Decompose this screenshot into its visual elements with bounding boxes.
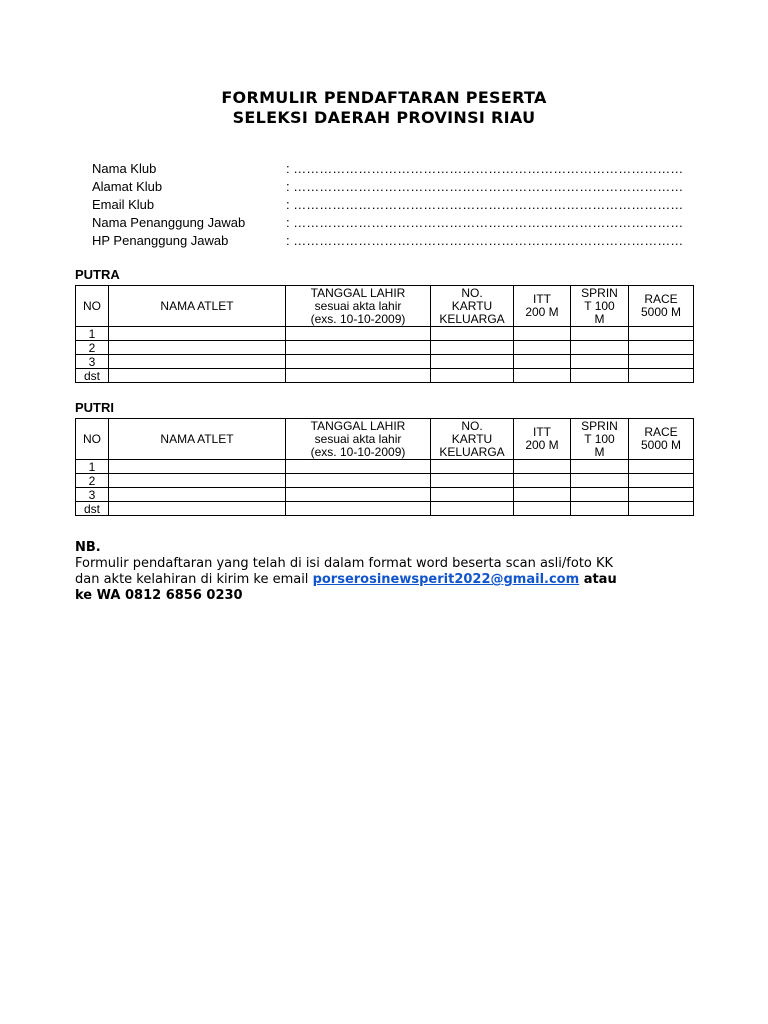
header-text: M xyxy=(594,444,605,459)
cell[interactable] xyxy=(571,474,629,488)
row-number: 3 xyxy=(76,355,109,369)
table-row xyxy=(76,369,694,383)
cell[interactable] xyxy=(514,327,571,341)
section-label-putri: PUTRI xyxy=(75,400,114,415)
cell[interactable] xyxy=(109,488,286,502)
header-text: 200 M xyxy=(525,438,559,452)
cell[interactable] xyxy=(514,474,571,488)
cell[interactable] xyxy=(629,460,694,474)
row-number: 1 xyxy=(76,327,109,341)
table-row xyxy=(76,341,694,355)
table-putra xyxy=(75,285,694,383)
table-row xyxy=(76,327,694,341)
cell[interactable] xyxy=(514,460,571,474)
cell[interactable] xyxy=(109,460,286,474)
cell[interactable] xyxy=(571,341,629,355)
cell[interactable] xyxy=(571,488,629,502)
field-value[interactable]: : ……………………………………………………………………………… xyxy=(286,161,684,176)
header-text: KELUARGA xyxy=(439,444,505,459)
table-header-row xyxy=(76,419,694,460)
cell[interactable] xyxy=(571,369,629,383)
field-value[interactable]: : ……………………………………………………………………………… xyxy=(286,179,684,194)
header-text: NO. xyxy=(461,418,483,433)
cell[interactable] xyxy=(109,474,286,488)
row-number: 3 xyxy=(76,488,109,502)
table-header-row xyxy=(76,286,694,327)
header-text: KARTU xyxy=(451,431,493,446)
table-row xyxy=(76,502,694,516)
cell[interactable] xyxy=(629,488,694,502)
header-text: KARTU xyxy=(451,298,493,313)
header-text: TANGGAL LAHIR xyxy=(310,418,406,433)
nb-heading: NB. xyxy=(75,540,101,555)
cell[interactable] xyxy=(109,341,286,355)
cell[interactable] xyxy=(514,369,571,383)
cell[interactable] xyxy=(431,341,514,355)
cell[interactable] xyxy=(109,502,286,516)
cell[interactable] xyxy=(514,355,571,369)
cell[interactable] xyxy=(431,474,514,488)
nb-text-atau: atau xyxy=(579,572,617,587)
cell[interactable] xyxy=(571,355,629,369)
email-link[interactable]: porserosinewsperit2022@gmail.com xyxy=(312,572,580,587)
table-row xyxy=(76,355,694,369)
cell[interactable] xyxy=(571,502,629,516)
field-value[interactable]: : ……………………………………………………………………………… xyxy=(286,215,684,230)
cell[interactable] xyxy=(431,488,514,502)
header-text: sesuai akta lahir xyxy=(314,431,402,446)
header-text: SPRIN xyxy=(581,285,618,300)
cell[interactable] xyxy=(629,474,694,488)
header-sprint xyxy=(571,286,629,327)
header-kartu-keluarga xyxy=(431,286,514,327)
header-text: (exs. 10-10-2009) xyxy=(310,311,406,326)
field-label: Alamat Klub xyxy=(92,179,163,194)
header-text: TANGGAL LAHIR xyxy=(310,285,406,300)
cell[interactable] xyxy=(109,369,286,383)
field-label: Email Klub xyxy=(92,197,155,212)
cell[interactable] xyxy=(286,460,431,474)
cell[interactable] xyxy=(629,341,694,355)
header-itt xyxy=(514,286,571,327)
cell[interactable] xyxy=(514,502,571,516)
cell[interactable] xyxy=(286,341,431,355)
header-itt xyxy=(514,419,571,460)
nb-text-line1: Formulir pendaftaran yang telah di isi dalam format word beserta scan asli/foto KK xyxy=(75,556,614,571)
cell[interactable] xyxy=(286,474,431,488)
cell[interactable] xyxy=(629,355,694,369)
cell[interactable] xyxy=(109,327,286,341)
header-text: NO. xyxy=(461,285,483,300)
nb-text-line3: ke WA 0812 6856 0230 xyxy=(75,588,243,603)
nb-text-line2 xyxy=(75,572,715,588)
header-race xyxy=(629,419,694,460)
cell[interactable] xyxy=(431,355,514,369)
header-no: NO xyxy=(76,419,109,460)
field-label: HP Penanggung Jawab xyxy=(92,233,229,248)
row-number: 2 xyxy=(76,341,109,355)
row-number: dst xyxy=(76,369,109,383)
header-text: SPRIN xyxy=(581,418,618,433)
cell[interactable] xyxy=(431,502,514,516)
cell[interactable] xyxy=(629,369,694,383)
header-text: 5000 M xyxy=(640,438,682,452)
cell[interactable] xyxy=(514,488,571,502)
header-tanggal-lahir xyxy=(286,419,431,460)
table-row xyxy=(76,488,694,502)
header-sprint xyxy=(571,419,629,460)
nb-text: dan akte kelahiran di kirim ke email xyxy=(75,572,313,587)
header-text: 200 M xyxy=(525,305,559,319)
table-putri xyxy=(75,418,694,516)
header-text: M xyxy=(594,311,605,326)
nb-note xyxy=(75,540,715,604)
form-title-line2: SELEKSI DAERAH PROVINSI RIAU xyxy=(232,108,536,127)
field-value[interactable]: : ……………………………………………………………………………… xyxy=(286,197,684,212)
cell[interactable] xyxy=(286,369,431,383)
header-text: ITT xyxy=(533,292,551,306)
cell[interactable] xyxy=(431,460,514,474)
cell[interactable] xyxy=(286,488,431,502)
form-title-line1: FORMULIR PENDAFTARAN PESERTA xyxy=(221,88,547,107)
table-row xyxy=(76,474,694,488)
header-race xyxy=(629,286,694,327)
header-text: sesuai akta lahir xyxy=(314,298,402,313)
cell[interactable] xyxy=(571,460,629,474)
field-value[interactable]: : ……………………………………………………………………………… xyxy=(286,233,684,248)
header-text: (exs. 10-10-2009) xyxy=(310,444,406,459)
header-text: T 100 xyxy=(584,298,615,313)
cell[interactable] xyxy=(286,327,431,341)
header-kartu-keluarga xyxy=(431,419,514,460)
header-text: T 100 xyxy=(584,431,615,446)
row-number: dst xyxy=(76,502,109,516)
cell[interactable] xyxy=(629,502,694,516)
cell[interactable] xyxy=(571,327,629,341)
row-number: 2 xyxy=(76,474,109,488)
header-no: NO xyxy=(76,286,109,327)
section-label-putra: PUTRA xyxy=(75,267,120,282)
header-text: KELUARGA xyxy=(439,311,505,326)
cell[interactable] xyxy=(514,341,571,355)
table-row xyxy=(76,460,694,474)
header-text: RACE xyxy=(644,425,678,439)
header-text: RACE xyxy=(644,292,678,306)
field-label: Nama Penanggung Jawab xyxy=(92,215,246,230)
cell[interactable] xyxy=(431,327,514,341)
header-nama-atlet: NAMA ATLET xyxy=(109,419,286,460)
header-text: 5000 M xyxy=(640,305,682,319)
field-label: Nama Klub xyxy=(92,161,157,176)
cell[interactable] xyxy=(286,502,431,516)
cell[interactable] xyxy=(431,369,514,383)
header-text: ITT xyxy=(533,425,551,439)
header-tanggal-lahir xyxy=(286,286,431,327)
cell[interactable] xyxy=(286,355,431,369)
cell[interactable] xyxy=(629,327,694,341)
row-number: 1 xyxy=(76,460,109,474)
header-nama-atlet: NAMA ATLET xyxy=(109,286,286,327)
cell[interactable] xyxy=(109,355,286,369)
